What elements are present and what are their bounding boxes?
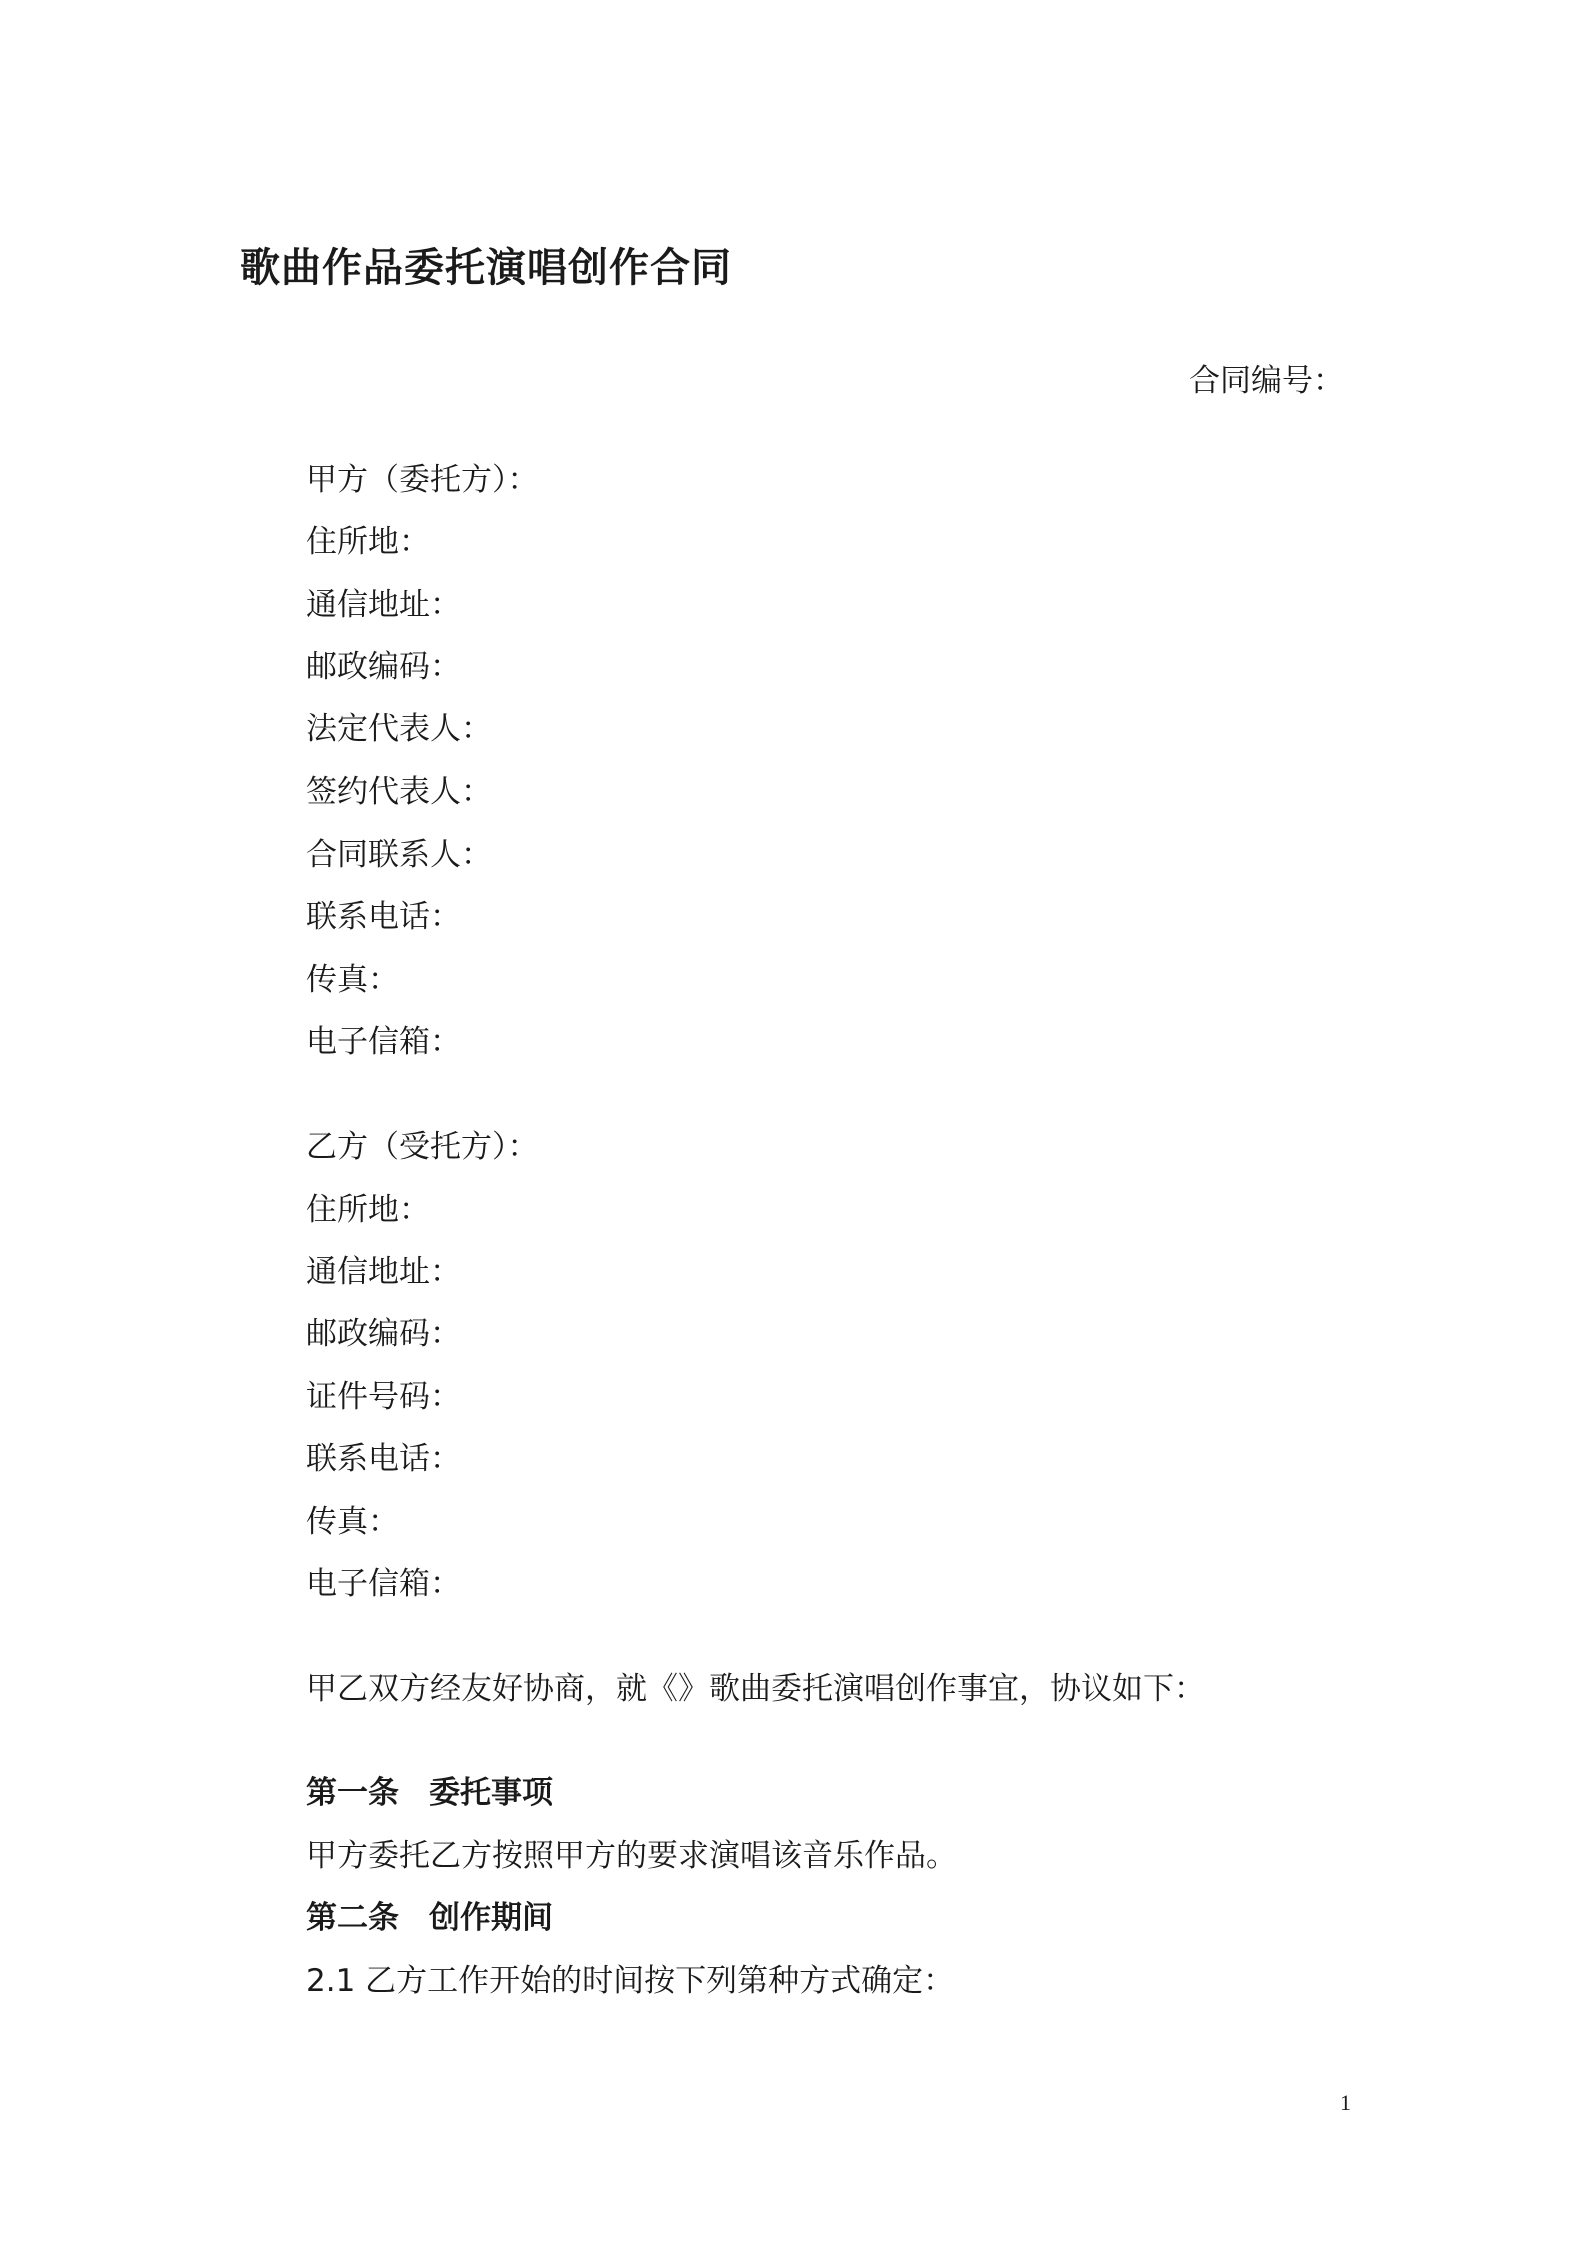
party-a-field: 签约代表人： xyxy=(306,774,492,810)
document-title: 歌曲作品委托演唱创作合同 xyxy=(240,245,732,291)
party-a-field: 住所地： xyxy=(306,524,430,560)
page-number: 1 xyxy=(1340,2090,1351,2115)
party-b-field: 住所地： xyxy=(306,1192,430,1228)
party-a-field: 传真： xyxy=(306,962,399,998)
party-b-field: 邮政编码： xyxy=(306,1316,461,1352)
article-title: 委托事项 xyxy=(429,1775,553,1811)
party-a-heading: 甲方（委托方）： xyxy=(306,462,539,498)
article-heading xyxy=(306,1898,553,1938)
intro-paragraph: 甲乙双方经友好协商，就《》歌曲委托演唱创作事宜，协议如下： xyxy=(306,1671,1205,1707)
party-b-heading: 乙方（受托方）： xyxy=(306,1129,539,1165)
article-number: 第一条 xyxy=(306,1775,399,1811)
article-number: 第二条 xyxy=(306,1900,399,1936)
article-body: 甲方委托乙方按照甲方的要求演唱该音乐作品。 xyxy=(306,1838,957,1874)
party-b-field: 传真： xyxy=(306,1504,399,1540)
article-body: 2.1 乙方工作开始的时间按下列第种方式确定： xyxy=(306,1963,955,1999)
party-a-field: 法定代表人： xyxy=(306,711,492,747)
party-b-field: 电子信箱： xyxy=(306,1566,461,1602)
party-a-field: 联系电话： xyxy=(306,899,461,935)
party-b-field: 通信地址： xyxy=(306,1254,461,1290)
article-title: 创作期间 xyxy=(429,1900,553,1936)
party-a-field: 合同联系人： xyxy=(306,837,492,873)
party-b-field: 联系电话： xyxy=(306,1441,461,1477)
party-a-field: 通信地址： xyxy=(306,587,461,623)
contract-number-label: 合同编号： xyxy=(1189,363,1344,399)
party-b-field: 证件号码： xyxy=(306,1379,461,1415)
party-a-field: 电子信箱： xyxy=(306,1024,461,1060)
article-heading xyxy=(306,1773,553,1813)
party-a-field: 邮政编码： xyxy=(306,649,461,685)
